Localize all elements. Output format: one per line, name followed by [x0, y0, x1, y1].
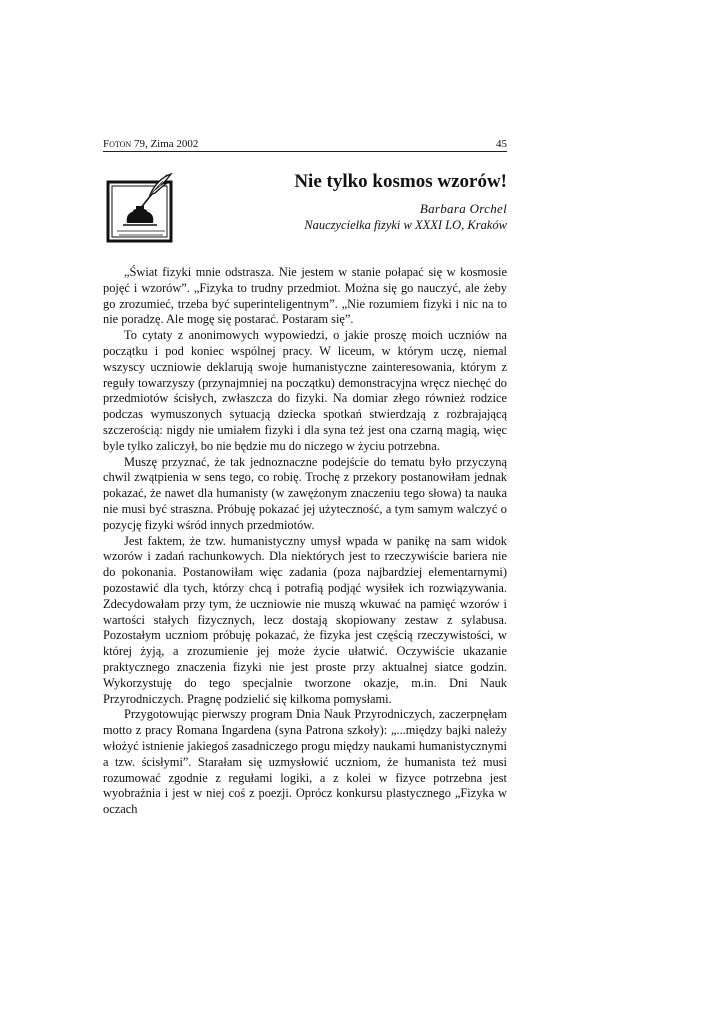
journal-issue: 79, Zima 2002 [131, 138, 199, 150]
paragraph: „Świat fizyki mnie odstrasza. Nie jestem w stanie połapać się w kosmosie pojęć i wzorów”. „Fizyka to trudny przedmiot. Można się go nauczyć, ale żeby go zrozumieć, trzeba być superinteligentnym”. „Nie rozumiem fizyki i nic na to nie poradzę. Ale mogę się postarać. Postaram się”. [103, 265, 507, 327]
paragraph: Jest faktem, że tzw. humanistyczny umysł wpada w panikę na sam widok wzorów i zadań rachunkowych. Dla niektórych jest to rzeczywiście bariera nie do pokonania. Postanowiłam więc zadania (poza najbardziej elementarnymi) pozostawić dla tych, którzy chcą i potrafią podjąć wysiłek ich rozwiązywania. Zdecydowałam przy tym, że uczniowie nie muszą wkuwać na pamięć wzorów i wartości stałych fizycznych, lecz dostają skopiowany zestaw z sylabusa. Pozostałym uczniom próbuję pokazać, że fizyka jest częścią rzeczywistości, w której żyją, a zrozumienie jej może życie ułatwić. Oczywiście ukazanie praktycznego znaczenia fizyki nie jest proste przy aktualnej siatce godzin. Wykorzystuję do tego specjalnie tworzone okazje, m.in. Dni Nauk Przyrodniczych. Pragnę podzielić się kilkoma pomysłami. [103, 533, 507, 706]
paragraph: Przygotowując pierwszy program Dnia Nauk Przyrodniczych, zaczerpnęłam motto z pracy Romana Ingardena (syna Patrona szkoły): „...między bajki należy włożyć istnienie jakiegoś zasadniczego progu między naukami humanistycznymi a tzw. ścisłymi”. Starałam się uzmysłowić uczniom, że humanista też musi rozumować zgodnie z regułami logiki, a z kolei w fizyce potrzebna jest wyobraźnia i jest w niej coś z poezji. Oprócz konkursu plastycznego „Fizyka w oczach [103, 707, 507, 817]
journal-name: Foton [103, 138, 132, 150]
page-number: 45 [496, 138, 507, 150]
author-affiliation: Nauczycielka fizyki w XXXI LO, Kraków [304, 218, 507, 232]
journal-info [103, 137, 198, 151]
paragraph: To cytaty z anonimowych wypowiedzi, o jakie proszę moich uczniów na początku i pod koniec wspólnej pracy. W liceum, w którym uczę, niemal wszyscy uczniowie deklarują swoje humanistyczne zainteresowania, którym z reguły towarzyszy (przynajmniej na początku) demonstracyjna wręcz niechęć do przedmiotów ścisłych, zwłaszcza do fizyki. Na domiar złego również rodzice podczas wymuszonych sytuacją dziecka spotkań stwierdzają z rozbrajającą szczerością: nigdy nie umiałem fizyki i dla syna też jest ona czarną magią, więc byle tylko zaliczył, bo nie będzie mu do niczego w życiu potrzebna. [103, 328, 507, 453]
article-body [103, 265, 507, 818]
paragraph: Muszę przyznać, że tak jednoznaczne podejście do tematu było przyczyną chwil zwątpienia w sens tego, co robię. Trochę z przekory postanowiłam jednak pokazać, że nawet dla humanisty (w zawężonym znaczeniu tego słowa) ta nauka nie musi być straszna. Próbuję pokazać jej użyteczność, a tym samym walczyć o pozycję fizyki wśród innych przedmiotów. [103, 454, 507, 532]
inkwell-quill-icon [105, 173, 175, 243]
running-header [103, 137, 507, 152]
article-author: Barbara Orchel [419, 201, 507, 216]
article-title: Nie tylko kosmos wzorów! [294, 171, 507, 192]
